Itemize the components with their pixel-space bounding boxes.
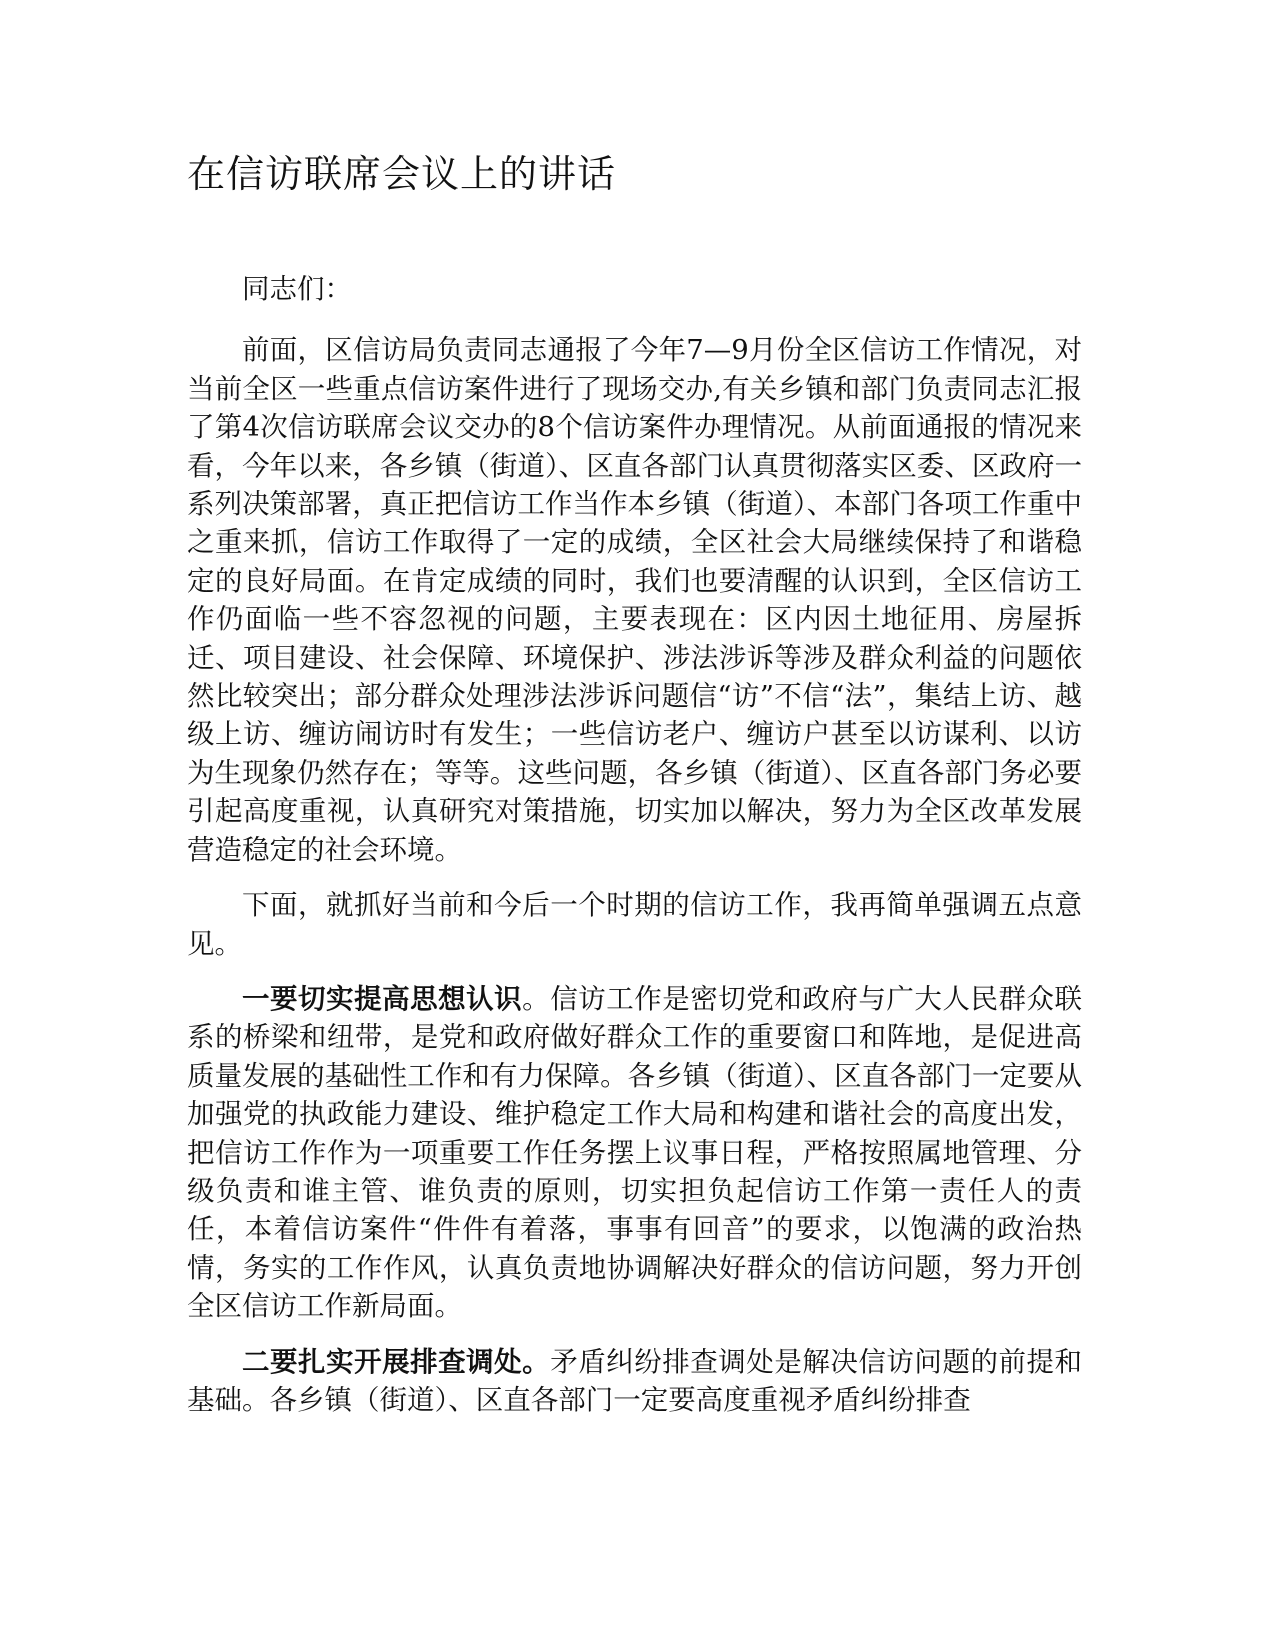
document-body	[187, 270, 1082, 1436]
paragraph-2	[187, 886, 1082, 963]
document-title: 在信访联席会议上的讲话	[187, 152, 617, 196]
paragraph-2-text: 下面，就抓好当前和今后一个时期的信访工作，我再简单强调五点意见。	[187, 889, 1082, 960]
paragraph-1	[187, 331, 1082, 869]
paragraph-3-lead: 一要切实提高思想认识	[242, 982, 523, 1015]
paragraph-1-text: 前面，区信访局负责同志通报了今年7—9月份全区信访工作情况，对当前全区一些重点信访案件进行了现场交办,有关乡镇和部门负责同志汇报了第4次信访联席会议交办的8个信访案件办理情况。从前面通报的情况来看，今年以来，各乡镇（街道）、区直各部门认真贯彻落实区委、区政府一系列决策部署，真正把信访工作当作本乡镇（街道）、本部门各项工作重中之重来抓，信访工作取得了一定的成绩，全区社会大局继续保持了和谐稳定的良好局面。在肯定成绩的同时，我们也要清醒的认识到，全区信访工作仍面临一些不容忽视的问题，主要表现在：区内因土地征用、房屋拆迁、项目建设、社会保障、环境保护、涉法涉诉等涉及群众利益的问题依然比较突出；部分群众处理涉法涉诉问题信“访”不信“法”，集结上访、越级上访、缠访闹访时有发生；一些信访老户、缠访户甚至以访谋利、以访为生现象仍然存在；等等。这些问题，各乡镇（街道）、区直各部门务必要引起高度重视，认真研究对策措施，切实加以解决，努力为全区改革发展营造稳定的社会环境。	[187, 334, 1082, 866]
paragraph-4-lead: 二要扎实开展排查调处。	[242, 1345, 551, 1378]
paragraph-3	[187, 980, 1082, 1326]
paragraph-3-text: 。信访工作是密切党和政府与广大人民群众联系的桥梁和纽带，是党和政府做好群众工作的重要窗口和阵地，是促进高质量发展的基础性工作和有力保障。各乡镇（街道）、区直各部门一定要从加强党的执政能力建设、维护稳定工作大局和构建和谐社会的高度出发，把信访工作作为一项重要工作任务摆上议事日程，严格按照属地管理、分级负责和谁主管、谁负责的原则，切实担负起信访工作第一责任人的责任，本着信访案件“件件有着落，事事有回音”的要求，以饱满的政治热情，务实的工作作风，认真负责地协调解决好群众的信访问题，努力开创全区信访工作新局面。	[187, 982, 1082, 1323]
paragraph-4	[187, 1343, 1082, 1420]
salutation: 同志们：	[242, 273, 352, 305]
paragraph-4-text: 矛盾纠纷排查调处是解决信访问题的前提和基础。各乡镇（街道）、区直各部门一定要高度重视矛盾纠纷排查	[187, 1345, 1083, 1416]
